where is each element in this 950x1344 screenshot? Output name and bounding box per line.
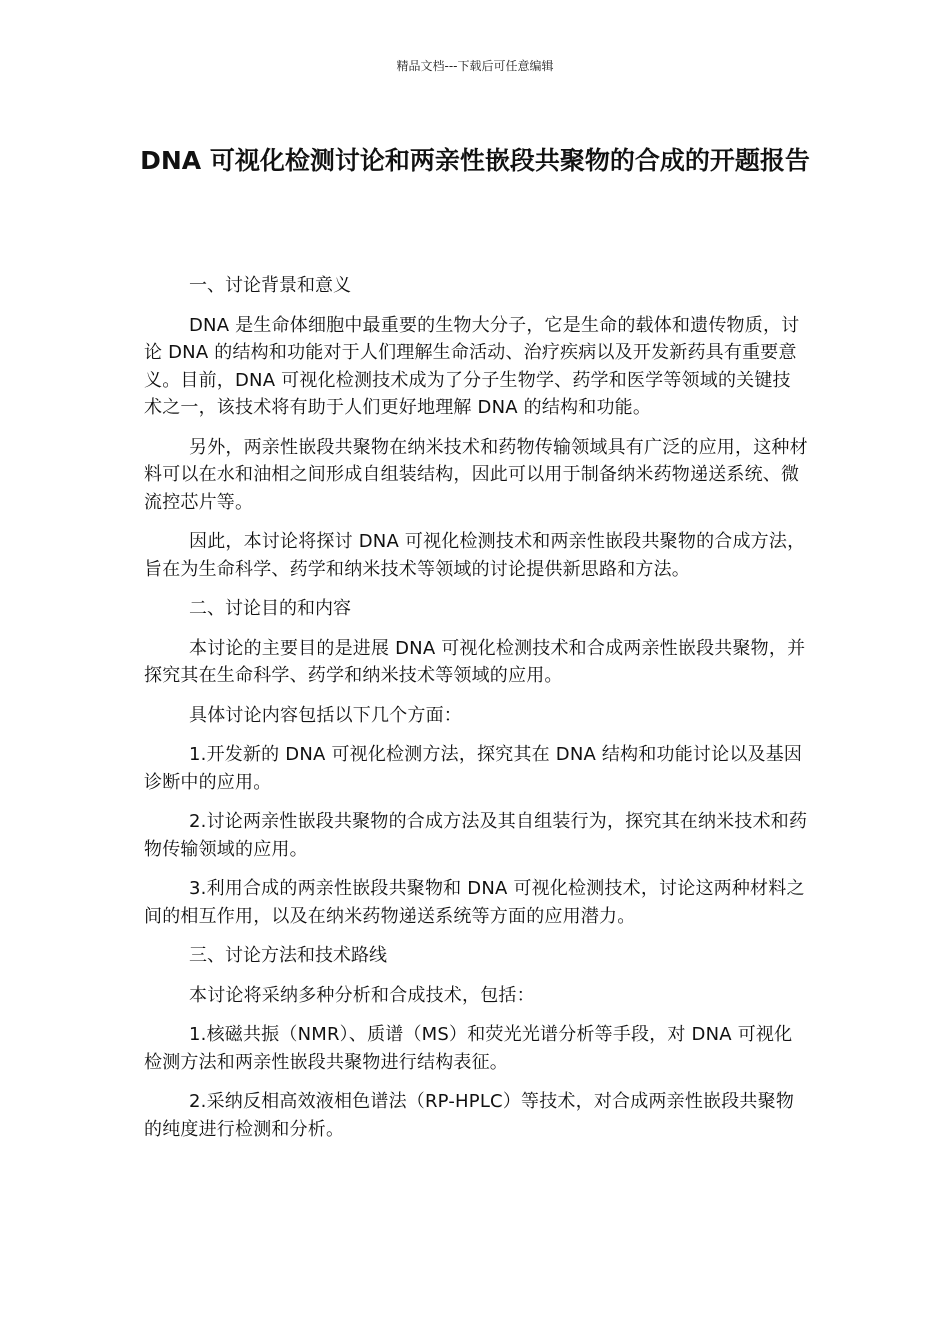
paragraph: 具体讨论内容包括以下几个方面： <box>189 704 462 726</box>
paragraph: 因此，本讨论将探讨 DNA 可视化检测技术和两亲性嵌段共聚物的合成方法，旨在为生命科学、药学和纳米技术等领域的讨论提供新思路和方法。 <box>144 531 806 580</box>
list-item: 2.讨论两亲性嵌段共聚物的合成方法及其自组装行为，探究其在纳米技术和药物传输领域的应用。 <box>144 811 808 860</box>
list-item: 3.利用合成的两亲性嵌段共聚物和 DNA 可视化检测技术，讨论这两种材料之间的相互作用，以及在纳米药物递送系统等方面的应用潜力。 <box>144 878 805 927</box>
paragraph: 另外，两亲性嵌段共聚物在纳米技术和药物传输领域具有广泛的应用，这种材料可以在水和油相之间形成自组装结构，因此可以用于制备纳米药物递送系统、微流控芯片等。 <box>144 436 808 513</box>
paragraph: DNA 是生命体细胞中最重要的生物大分子，它是生命的载体和遗传物质，讨论 DNA 的结构和功能对于人们理解生命活动、治疗疾病以及开发新药具有重要意义。目前，DNA 可视化检测技术成为了分子生物学、药学和医学等领域的关键技术之一，该技术将有助于人们更好地理解 DNA 的结构和功能。 <box>144 314 800 418</box>
section-background <box>144 272 808 583</box>
page-header: 精品文档---下载后可任意编辑 <box>396 59 554 73</box>
section-heading: 一、讨论背景和意义 <box>189 275 351 296</box>
paragraph: 本讨论的主要目的是进展 DNA 可视化检测技术和合成两亲性嵌段共聚物，并探究其在生命科学、药学和纳米技术等领域的应用。 <box>144 637 806 686</box>
paragraph: 本讨论将采纳多种分析和合成技术，包括： <box>189 984 535 1006</box>
section-objectives <box>144 595 808 930</box>
section-heading: 二、讨论目的和内容 <box>189 598 351 619</box>
list-item: 2.采纳反相高效液相色谱法（RP-HPLC）等技术，对合成两亲性嵌段共聚物的纯度进行检测和分析。 <box>144 1091 795 1140</box>
list-item: 1.核磁共振（NMR）、质谱（MS）和荧光光谱分析等手段，对 DNA 可视化检测方法和两亲性嵌段共聚物进行结构表征。 <box>144 1024 793 1073</box>
document-title: DNA 可视化检测讨论和两亲性嵌段共聚物的合成的开题报告 <box>140 146 810 175</box>
section-methods <box>144 942 808 1143</box>
section-heading: 三、讨论方法和技术路线 <box>189 945 387 966</box>
list-item: 1.开发新的 DNA 可视化检测方法，探究其在 DNA 结构和功能讨论以及基因诊断中的应用。 <box>144 744 803 793</box>
document-body <box>144 272 808 1155</box>
